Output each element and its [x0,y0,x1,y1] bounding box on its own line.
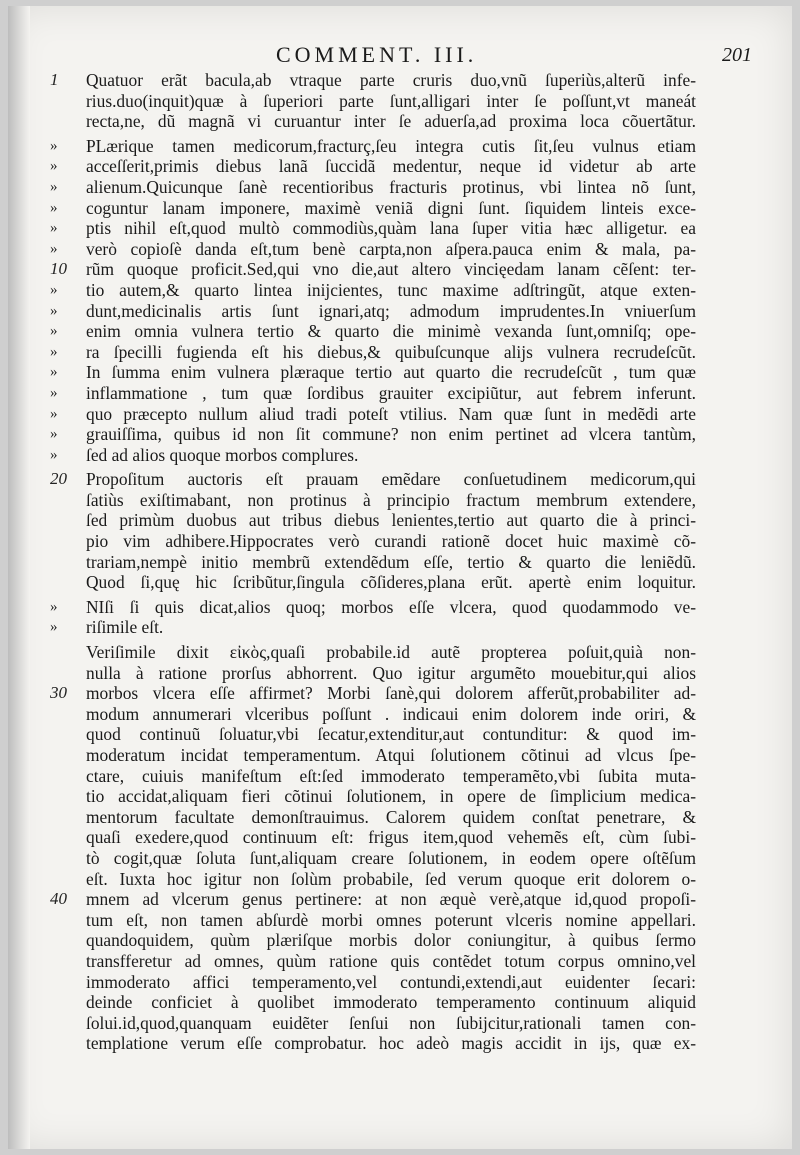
line-text: trariam,nempè initio membrũ extendẽdum eſſe, tertio & quarto die leniẽdũ. [86,551,696,572]
text-line [86,1033,696,1054]
line-text: ctare, cuiuis manifeſtum eſt:ſed immoderato temperamẽto,vbi ſubita muta- [86,765,696,786]
text-line [50,889,696,910]
text-line [86,663,696,684]
line-text: ſed primùm duobus aut tribus diebus lenientes,tertio aut quarto die à princi- [86,510,696,531]
line-number: 20 [50,469,67,489]
text-line [86,704,696,725]
line-text: grauiſſima, quibus id non ſit commune? non enim pertinet ad vlcera tantùm, [86,424,696,445]
text-line [86,490,696,511]
line-text: recta,ne, dũ magnã vi curuantur inter ſe aduerſa,ad proxima loca cõuertãtur. [86,111,696,132]
line-text: eſt. Iuxta hoc igitur non ſolùm probabile, ſed verum quoque erit dolorem o- [86,868,696,889]
line-text: coguntur lanam imponere, maximè veniã digni ſunt. ſiquidem linteis exce- [86,197,696,218]
quotation-marker: » [50,199,58,216]
line-text: ptis nihil eſt,quod multò commodiùs,quàm lana ſuper vitia hæc alligetur. ea [86,218,696,239]
quotation-marker: » [50,240,58,257]
line-text: ſolui.id,quod,quanquam euidẽter ſenſui non ſubijcitur,rationali tamen con- [86,1012,696,1033]
text-line [86,972,696,993]
line-number: 40 [50,889,67,909]
text-line [50,362,696,383]
text-line [86,1013,696,1034]
line-text: quaſi exedere,quod continuum eſt: frigus item,quod vehemẽs eſt, cùm ſubi- [86,827,696,848]
text-line [50,176,696,198]
line-text: rũm quoque proficit.Sed,qui vno die,aut altero vincięedam lanam cẽſent: ter- [86,259,696,280]
text-line [50,218,696,239]
line-text: Quod ſi,quę hic ſcribũtur,ſingula cõſideres,plana erũt. apertè enim loquitur. [86,572,696,593]
text-line [86,510,696,531]
line-text: PLærique tamen medicorum,fracturç,ſeu integra cutis ſit,ſeu vulnus etiam [86,135,696,156]
line-text: nulla à ratione prorſus abhorrent. Quo igitur argumẽto mouebitur,qui alios [86,662,696,683]
page-number: 201 [722,44,752,66]
line-text: dunt,medicinalis artis ſunt ignari,atq; admodum imprudentes.In vniuerſum [86,300,696,321]
quotation-marker: » [50,405,58,422]
text-line [86,848,696,869]
text-line [86,827,696,848]
line-text: In ſumma enim vulnera plæraque tertio aut quarto die recrudeſcũt , tum quæ [86,362,696,383]
quotation-marker: » [50,137,58,154]
text-line [50,341,696,363]
line-text: rius.duo(inquit)quæ à ſuperiori parte ſunt,alligari inter ſe poſſunt,vt maneát [86,90,696,111]
line-text: immoderato affici temperamento,vel contundi,extendi,aut euidenter ſecari: [86,971,696,992]
line-text: inflammatione , tum quæ ſordibus grauiter excipiũtur, aut febrem inferunt. [86,382,696,403]
text-line [86,930,696,951]
running-title: COMMENT. III. [276,42,478,67]
line-text: alienum.Quicunque ſanè recentioribus fracturis protinus, vbi lintea nõ ſunt, [86,176,696,197]
text-line [86,869,696,890]
line-text: templatione verum eſſe comprobatur. hoc adeò magis accidit in ijs, quæ ex- [86,1033,696,1054]
quotation-marker: » [50,178,58,195]
line-number: 1 [50,70,59,89]
text-line [86,642,696,663]
text-line [86,992,696,1013]
text-line [86,91,696,112]
line-text: tò cogit,quæ ſoluta ſunt,aliquam creare ſolutionem, in eodem opere oſtẽſum [86,847,696,868]
text-line [50,617,696,638]
text-line [50,279,696,301]
text-line [50,683,696,704]
text-line [50,596,696,618]
quotation-marker: » [50,364,58,381]
text-line [50,197,696,219]
line-text: enim omnia vulnera tertio & quarto die minimè vexanda ſunt,omniſq; ope- [86,321,696,342]
quotation-marker: » [50,323,58,340]
text-line [86,531,696,552]
line-text: moderatum incidat temperamentum. Atqui ſolutionem cõtinui ad vlcus ſpe- [86,745,696,765]
running-header [258,42,752,72]
page-gutter-shadow [8,6,30,1149]
text-line [50,321,696,342]
quotation-marker: » [50,220,58,237]
line-text: ſed ad alios quoque morbos complures. [86,444,359,465]
text-line [86,766,696,787]
text-line [50,424,696,445]
quotation-marker: » [50,281,58,298]
line-text: tum eſt, non tamen abſurdè morbi omnes poterunt vlceris nomine appellari. [86,909,696,930]
text-line [86,572,696,593]
text-line [86,724,696,745]
text-line [50,403,696,425]
text-line [50,382,696,404]
line-text: Quatuor erãt bacula,ab vtraque parte cruris duo,vnũ ſuperiùs,alterũ infe- [86,70,696,90]
line-number: 10 [50,259,67,279]
line-text: quod continuũ ſoluatur,vbi ſecatur,extenditur,aut contunditur: & quod im- [86,724,696,745]
line-text: Propoſitum auctoris eſt prauam emẽdare conſuetudinem medicorum,qui [86,469,696,490]
line-text: morbos vlcera eſſe affirmet? Morbi ſanè,qui dolorem afferũt,probabiliter ad- [86,683,696,704]
text-line [50,300,696,322]
line-text: mentorum facultate demonſtrauimus. Calorem quidem conſtat penetrare, & [86,806,696,827]
text-line [86,552,696,573]
line-text: ſatiùs exiſtimabant, non protinus à principio fractum membrum extendere, [86,489,696,510]
line-text: ra ſpecilli fugienda eſt his diebus,& quibuſcunque alijs vulnera recrudeſcũt. [86,341,696,362]
text-line [86,910,696,931]
text-line [50,469,696,490]
quotation-marker: » [50,598,58,615]
line-text: quandoquidem, quùm plæriſque morbis dolor coniungitur, à quibus ſermo [86,930,696,951]
text-line [86,951,696,972]
quotation-marker: » [50,158,58,175]
line-text: pio vim adhibere.Hippocrates verò curandi rationẽ docet huic maximè cõ- [86,531,696,552]
quotation-marker: » [50,426,58,443]
line-text: tio accidat,aliquam fieri cõtinui ſolutionem, in opere de ſimplicium medica- [86,786,696,807]
quotation-marker: » [50,446,58,463]
body-text [50,70,696,1054]
quotation-marker: » [50,384,58,401]
quotation-marker: » [50,343,58,360]
line-text: riſimile eſt. [86,617,164,638]
line-text: acceſſerit,primis diebus lanã ſuccidã medentur, neque id videtur ab arte [86,156,696,177]
line-text: modum annumerari vlceribus poſſunt . indicaui enim dolorem inde oriri, & [86,703,696,724]
text-line [50,135,696,157]
line-text: deinde conficiet à quolibet immoderato temperamento continuum aliquid [86,992,696,1013]
text-line [86,786,696,807]
text-line [50,444,696,466]
book-page [8,6,792,1149]
text-line [50,238,696,260]
text-line [86,111,696,132]
line-text: NIſi ſi quis dicat,alios quoq; morbos eſſe vlcera, quod quodammodo ve- [86,596,696,617]
text-line [50,259,696,280]
line-text: quo præcepto nullum aliud tradi poteſt vtilius. Nam quæ ſunt in medẽdi arte [86,403,696,424]
quotation-marker: » [50,302,58,319]
line-text: transfferetur ad omnes, quùm ratione quis contẽdet totum corpus omnino,vel [86,950,696,971]
line-number: 30 [50,683,67,703]
line-text: verò copioſè danda eſt,tum benè carpta,non aſpera.pauca enim & mala, pa- [86,238,696,259]
text-line [50,156,696,177]
text-line [86,745,696,766]
text-line [50,70,696,91]
line-text: tio autem,& quarto lintea inijcientes, tunc maxime adſtringũt, atque exten- [86,279,696,300]
text-line [86,807,696,828]
quotation-marker: » [50,619,58,636]
line-text: mnem ad vlcerum genus pertinere: at non æquè verè,atque id,quod propoſi- [86,889,696,910]
line-text: Veriſimile dixit εἰκὸς,quaſi probabile.id autẽ propterea poſuit,quià non- [86,642,696,663]
